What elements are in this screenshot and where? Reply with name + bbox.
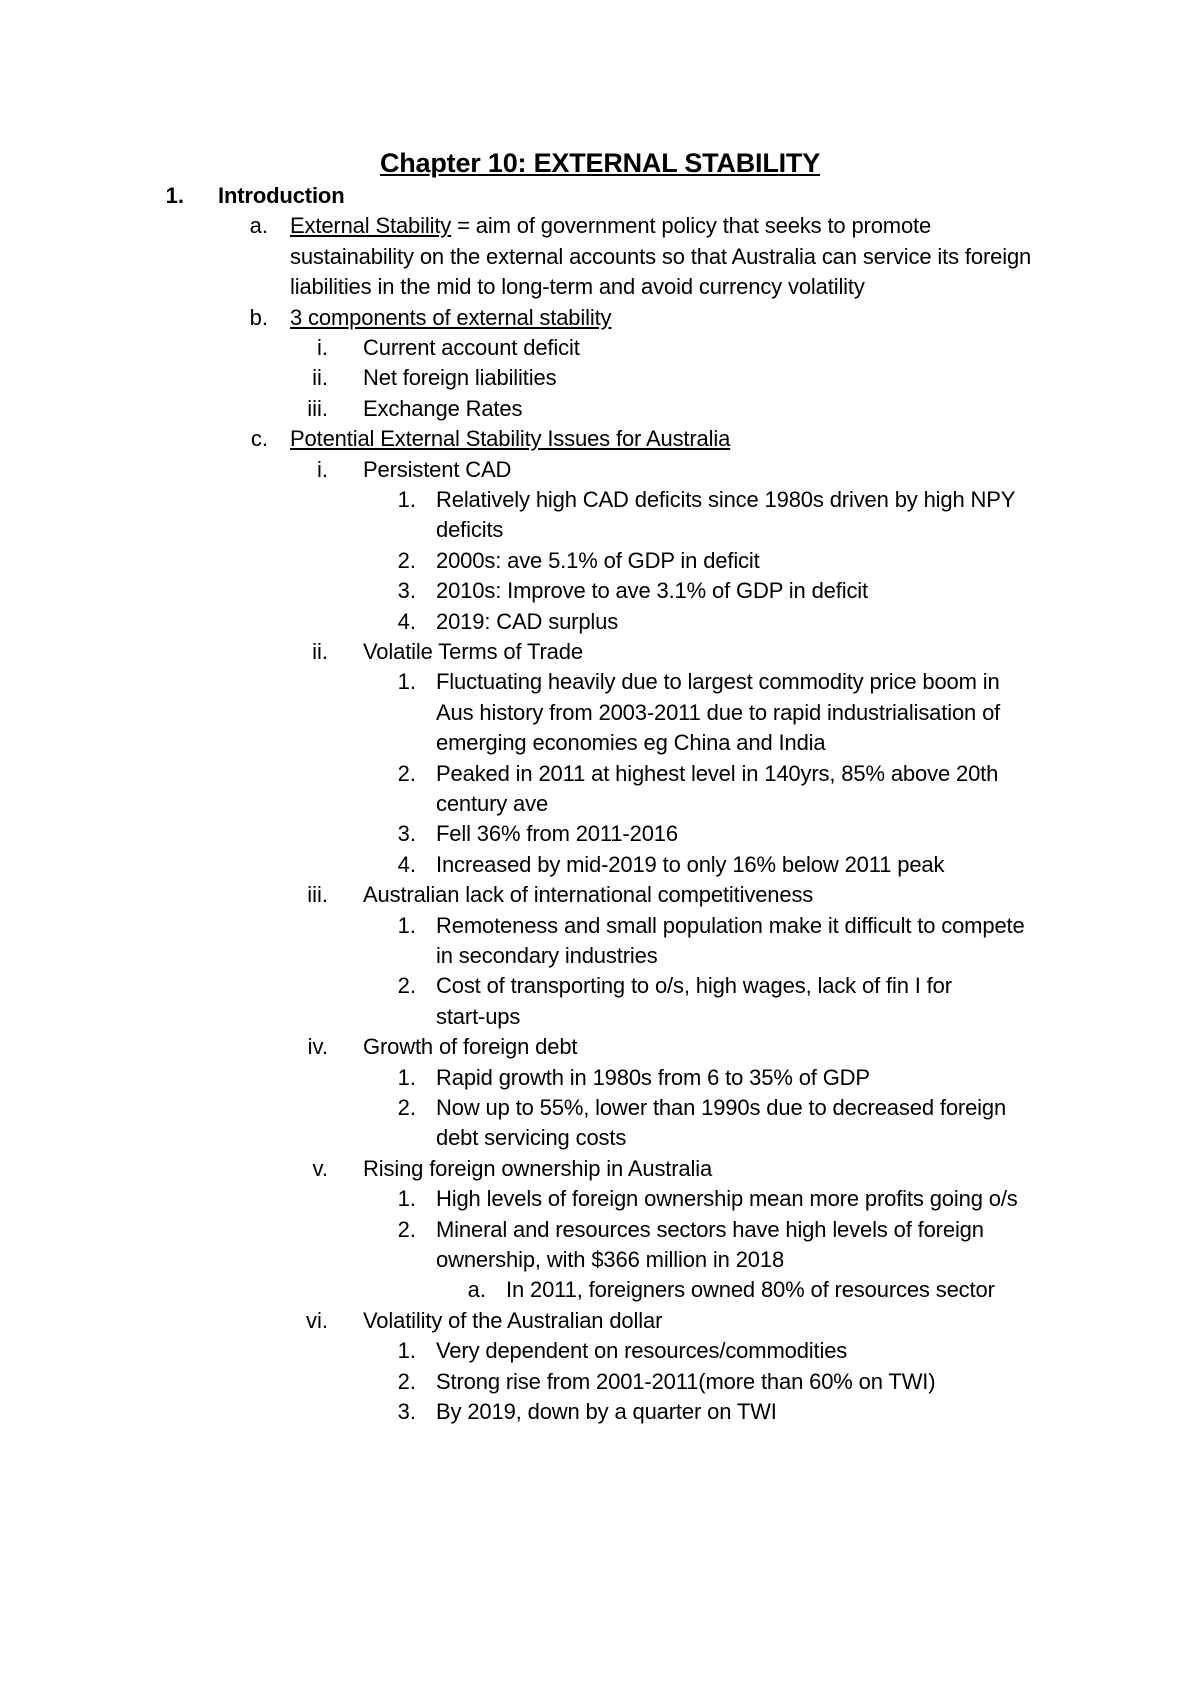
item-marker: c.	[250, 426, 268, 452]
point-marker: 1.	[397, 1186, 416, 1212]
point-text: emerging economies eg China and India	[436, 730, 826, 756]
subpoint-text: In 2011, foreigners owned 80% of resources sector	[506, 1277, 995, 1303]
point-text: By 2019, down by a quarter on TWI	[436, 1399, 777, 1424]
point-text: Fluctuating heavily due to largest commodity price boom in	[436, 669, 1000, 695]
roman-marker: iii.	[307, 395, 328, 421]
list-item: Current account deficit	[363, 335, 580, 360]
list-item: Net foreign liabilities	[363, 365, 557, 391]
page-title: Chapter 10: EXTERNAL STABILITY	[379, 148, 821, 178]
item-marker: a.	[249, 213, 268, 239]
point-text: Mineral and resources sectors have high levels of foreign	[436, 1216, 984, 1242]
point-text: Rapid growth in 1980s from 6 to 35% of GDP	[436, 1064, 870, 1090]
definition-term: External Stability	[290, 213, 452, 239]
point-text: 2010s: Improve to ave 3.1% of GDP in deficit	[436, 578, 869, 604]
point-text: Relatively high CAD deficits since 1980s driven by high NPY	[436, 487, 1016, 512]
point-text: Aus history from 2003-2011 due to rapid industrialisation of	[436, 699, 1001, 725]
point-marker: 2.	[397, 547, 416, 573]
point-marker: 2.	[397, 1216, 416, 1242]
point-text: Peaked in 2011 at highest level in 140yrs, 85% above 20th	[436, 760, 999, 786]
roman-marker: ii.	[312, 639, 328, 664]
point-marker: 1.	[397, 487, 416, 512]
issue-heading: Australian lack of international competitiveness	[363, 882, 814, 908]
roman-marker: vi.	[306, 1307, 328, 1333]
point-text: High levels of foreign ownership mean more profits going o/s	[436, 1186, 1018, 1212]
list-item: Exchange Rates	[363, 395, 523, 421]
point-marker: 1.	[397, 669, 416, 695]
point-marker: 2.	[397, 1368, 416, 1394]
point-text: Remoteness and small population make it difficult to compete	[436, 912, 1025, 938]
point-marker: 4.	[397, 608, 416, 634]
roman-marker: iii.	[307, 882, 328, 908]
point-marker: 1.	[397, 912, 416, 938]
point-text: 2000s: ave 5.1% of GDP in deficit	[436, 547, 760, 573]
subsection-heading: Potential External Stability Issues for Australia	[290, 426, 731, 452]
section-heading: Introduction	[218, 183, 345, 208]
point-text: debt servicing costs	[436, 1125, 627, 1151]
point-marker: 2.	[397, 760, 416, 786]
point-text: ownership, with $366 million in 2018	[436, 1247, 785, 1272]
point-text: Cost of transporting to o/s, high wages, lack of fin I for	[436, 973, 952, 999]
point-marker: 3.	[397, 1399, 416, 1424]
point-marker: 4.	[397, 851, 416, 877]
subsection-heading: 3 components of external stability	[290, 304, 612, 330]
issue-heading: Growth of foreign debt	[363, 1034, 578, 1060]
point-marker: 1.	[397, 1064, 416, 1090]
issue-heading: Volatility of the Australian dollar	[363, 1307, 663, 1333]
roman-marker: v.	[312, 1155, 328, 1181]
point-text: start-ups	[436, 1003, 521, 1029]
point-marker: 2.	[397, 1095, 416, 1120]
point-text: Strong rise from 2001-2011(more than 60% on TWI)	[436, 1368, 936, 1394]
point-text: Now up to 55%, lower than 1990s due to decreased foreign	[436, 1095, 1007, 1120]
definition-line: sustainability on the external accounts so that Australia can service its foreign	[290, 243, 1032, 269]
section-number: 1.	[165, 183, 184, 208]
point-text: deficits	[436, 517, 504, 543]
roman-marker: ii.	[312, 365, 328, 391]
point-text: Increased by mid-2019 to only 16% below 2011 peak	[436, 851, 945, 877]
point-marker: 2.	[397, 973, 416, 999]
point-text: Fell 36% from 2011-2016	[436, 821, 678, 847]
point-text: in secondary industries	[436, 943, 658, 968]
point-marker: 1.	[397, 1338, 416, 1364]
subpoint-marker: a.	[467, 1277, 486, 1303]
point-text: century ave	[436, 791, 549, 816]
issue-heading: Volatile Terms of Trade	[363, 639, 583, 664]
item-marker: b.	[249, 304, 268, 330]
point-marker: 3.	[397, 578, 416, 604]
definition-line: External Stability = aim of government policy that seeks to promote	[290, 213, 932, 239]
issue-heading: Persistent CAD	[363, 456, 512, 482]
issue-heading: Rising foreign ownership in Australia	[363, 1155, 713, 1181]
roman-marker: i.	[317, 335, 328, 360]
definition-line: liabilities in the mid to long-term and avoid currency volatility	[290, 274, 865, 300]
point-marker: 3.	[397, 821, 416, 847]
roman-marker: iv.	[307, 1034, 328, 1060]
point-text: 2019: CAD surplus	[436, 608, 619, 634]
roman-marker: i.	[317, 456, 328, 482]
point-text: Very dependent on resources/commodities	[436, 1338, 848, 1364]
